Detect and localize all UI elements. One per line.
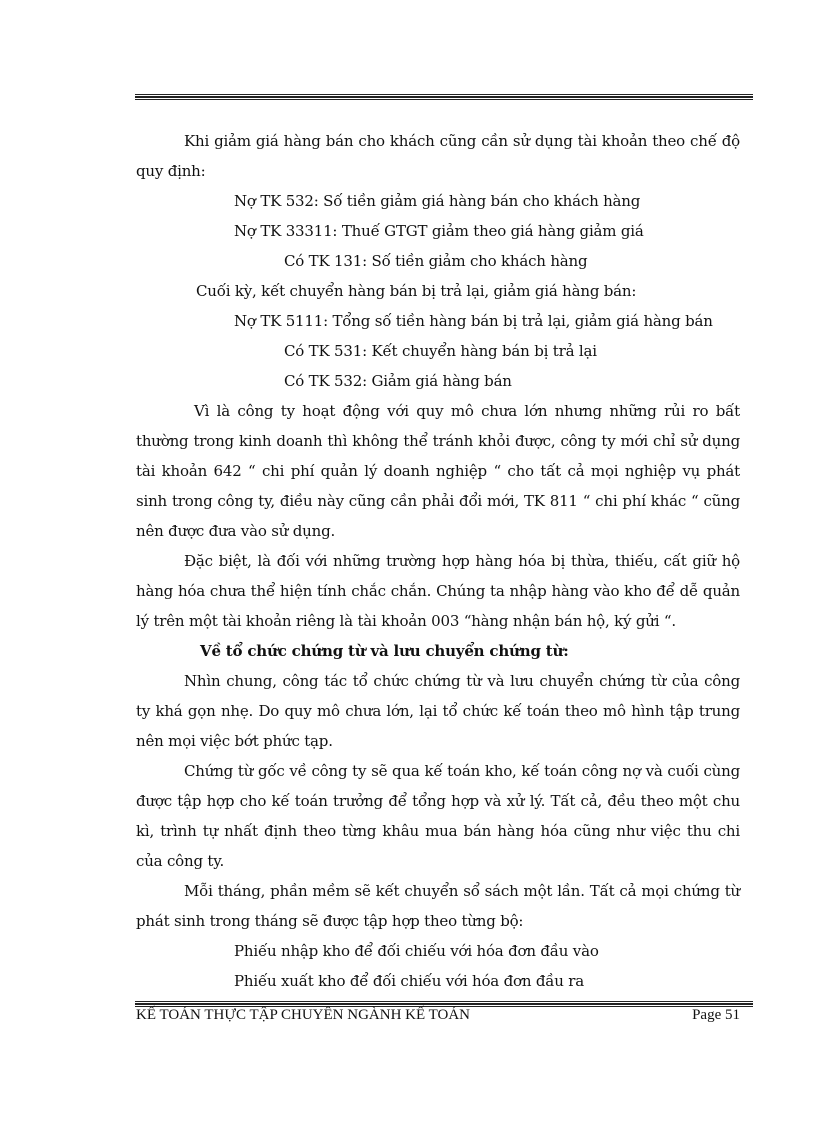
- page-body: [136, 126, 740, 996]
- entry-line: Cuối kỳ, kết chuyển hàng bán bị trả lại, giảm giá hàng bán:: [196, 282, 637, 300]
- paragraph: Đặc biệt, là đối với những trường hợp hàng hóa bị thừa, thiếu, cất giữ hộ hàng hóa chưa thể hiện tính chắc chắn. Chúng ta nhập hàng vào kho để dễ quản lý trên một tài khoản riêng là tài khoản 003 “hàng nhận bán hộ, ký gửi “.: [136, 552, 740, 630]
- entry-line: Phiếu xuất kho để đối chiếu với hóa đơn đầu ra: [234, 972, 584, 990]
- entry-line: Có TK 131: Số tiền giảm cho khách hàng: [284, 252, 588, 270]
- entry-line: Có TK 532: Giảm giá hàng bán: [284, 372, 512, 390]
- entry-line: Có TK 531: Kết chuyển hàng bán bị trả lại: [284, 342, 597, 360]
- footer-title: KẾ TOÁN THỰC TẬP CHUYÊN NGÀNH KẾ TOÁN: [136, 1007, 471, 1023]
- entry-line: Nợ TK 33311: Thuế GTGT giảm theo giá hàng giảm giá: [234, 222, 644, 240]
- section-heading: Về tổ chức chứng từ và lưu chuyển chứng từ:: [200, 642, 569, 660]
- entry-line: Nợ TK 532: Số tiền giảm giá hàng bán cho khách hàng: [234, 192, 641, 210]
- page-number: Page 51: [692, 1007, 740, 1023]
- paragraph: Mỗi tháng, phần mềm sẽ kết chuyển sổ sách một lần. Tất cả mọi chứng từ phát sinh trong tháng sẽ được tập hợp theo từng bộ:: [136, 882, 740, 930]
- paragraph: Khi giảm giá hàng bán cho khách cũng cần sử dụng tài khoản theo chế độ quy định:: [136, 132, 740, 180]
- paragraph: Chứng từ gốc về công ty sẽ qua kế toán kho, kế toán công nợ và cuối cùng được tập hợp cho kế toán trưởng để tổng hợp và xử lý. Tất cả, đều theo một chu kì, trình tự nhất định theo từng khâu mua bán hàng hóa cũng như việc thu chi của công ty.: [136, 762, 740, 870]
- paragraph: Nhìn chung, công tác tổ chức chứng từ và lưu chuyển chứng từ của công ty khá gọn nhẹ. Do quy mô chưa lớn, lại tổ chức kế toán theo mô hình tập trung nên mọi việc bớt phức tạp.: [136, 672, 740, 750]
- paragraph: Vì là công ty hoạt động với quy mô chưa lớn nhưng những rủi ro bất thường trong kinh doanh thì không thể tránh khỏi được, công ty mới chỉ sử dụng tài khoản 642 “ chi phí quản lý doanh nghiệp “ cho tất cả mọi nghiệp vụ phát sinh trong công ty, điều này cũng cần phải đổi mới, TK 811 “ chi phí khác “ cũng nên được đưa vào sử dụng.: [136, 402, 740, 540]
- entry-line: Phiếu nhập kho để đối chiếu với hóa đơn đầu vào: [234, 942, 599, 960]
- header-rule: [135, 94, 753, 101]
- page-footer: [136, 1007, 740, 1024]
- entry-line: Nợ TK 5111: Tổng số tiền hàng bán bị trả lại, giảm giá hàng bán: [234, 312, 713, 330]
